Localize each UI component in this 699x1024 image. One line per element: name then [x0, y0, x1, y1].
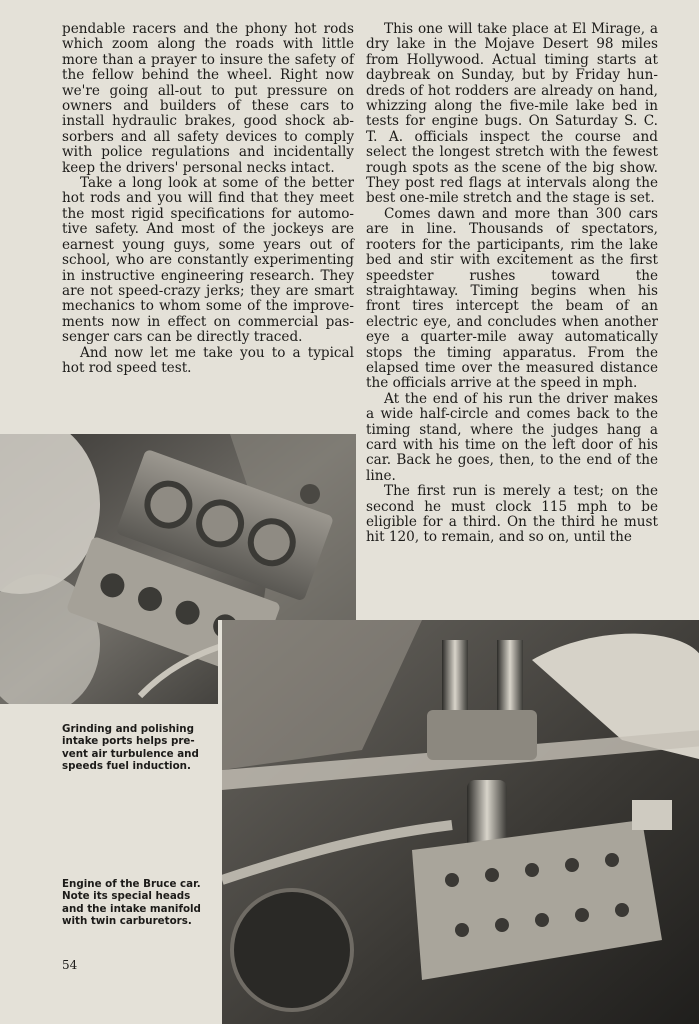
page-number: 54: [62, 958, 78, 972]
paragraph: pendable racers and the phony hot rods which zoom along the roads with little more than a prayer to insure the safety of the fellow behind the wheel. Right now we're going all-out to put pressure on owners and builders of these cars to install hydraulic brakes, good shock absorbers and all safety devices to comply with police regulations and incidentally keep the drivers' personal necks intact.: [62, 21, 354, 176]
article-column-right: [366, 22, 658, 546]
paragraph: At the end of his run the driver makes a wide half-circle and comes back to the timing stand, where the judges hang a card with his time on the left door of his car. Back he goes, then, to the end of the line.: [366, 390, 658, 484]
photo-caption: Grinding and polishing intake ports helps prevent air turbulence and speeds fuel induction.: [62, 723, 199, 773]
photo-caption: Engine of the Bruce car. Note its special heads and the intake manifold with twin carburetors.: [62, 878, 201, 928]
engine-photo: [218, 620, 699, 1024]
paragraph: And now let me take you to a typical hot rod speed test.: [62, 344, 354, 376]
paragraph: The first run is merely a test; on the second he must clock 115 mph to be eligible for a third. On the third he must hit 120, to remain, and so on, until the: [366, 483, 658, 546]
paragraph: Take a long look at some of the better hot rods and you will find that they meet the most rigid specifications for automotive safety. And most of the jockeys are earnest young guys, some years out of school, who are constantly experimenting in instructive engineering research. They are not speed-crazy jerks; they are smart mechanics to whom some of the improvements now in effect on commercial passenger cars can be directly traced.: [62, 175, 354, 346]
paragraph: Comes dawn and more than 300 cars are in line. Thousands of spectators, rooters for the participants, rim the lake bed and stir with excitement as the first speedster rushes toward the straightaway. Timing begins when his front tires intercept the beam of an electric eye, and concludes when another eye a quarter-mile away automatically stops the timing apparatus. From the elapsed time over the measured distance the officials arrive at the speed in mph.: [366, 205, 658, 392]
article-column-left: [62, 22, 354, 376]
paragraph: This one will take place at El Mirage, a dry lake in the Mojave Desert 98 miles from Hollywood. Actual timing starts at daybreak on Sunday, but by Friday hundreds of hot rodders are already on hand, whizzing along the five-mile lake bed in tests for engine bugs. On Saturday S. C. T. A. officials inspect the course and select the longest stretch with the fewest rough spots as the scene of the big show. They post red flags at intervals along the best one-mile stretch and the stage is set.: [366, 21, 658, 207]
